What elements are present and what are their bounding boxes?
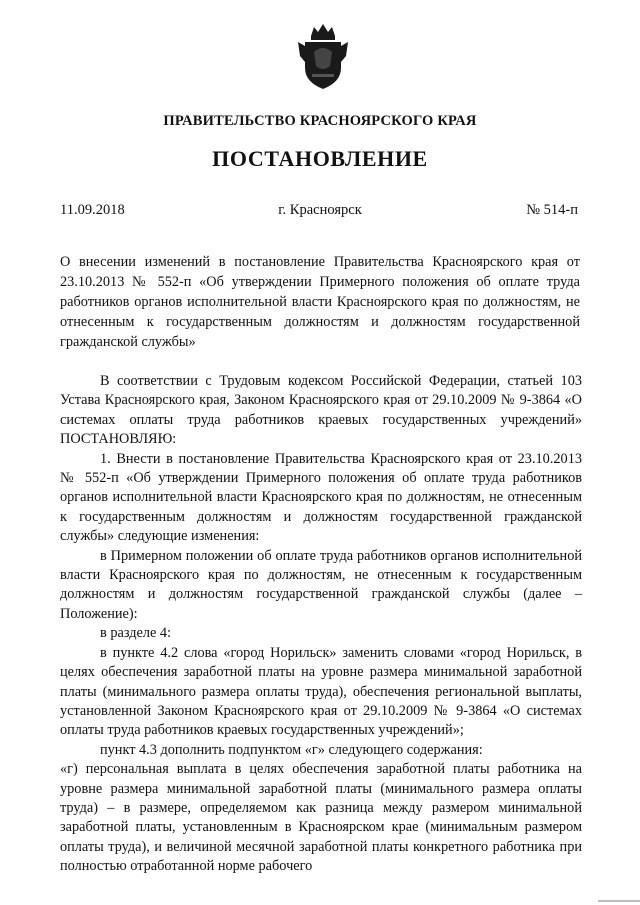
- document-subject: О внесении изменений в постановление Правительства Красноярского края от 23.10.2013 № 552-п «Об утверждении Примерного положения об оплате труда работников органов исполнительной власти Красноярского края по должностям, не отнесенным к государственным должностям и должностям государственной гражданской службы»: [60, 254, 580, 350]
- government-name: ПРАВИТЕЛЬСТВО КРАСНОЯРСКОГО КРАЯ: [163, 113, 477, 129]
- paragraph-point-4-2: в пункте 4.2 слова «город Норильск» заменить словами «город Норильск, в целях обеспечения заработной платы на уровне размера минимальной заработной платы (минимального размера оплаты труда), обеспечения региональной выплаты, установленной Законом Красноярского края от 29.10.2009 № 9-3864 «О системах оплаты труда работников краевых государственных учреждений»;: [60, 644, 582, 739]
- paragraph-subpoint-g: «г) персональная выплата в целях обеспечения заработной платы работника на уровне размера минимальной заработной платы (минимального размера оплаты труда) – в размере, определяемом как разница между размером минимальной заработной платы, установленным в Красноярском крае (минимальным размером оплаты труда), и величиной месячной заработной платы конкретного работника при полностью отработанной норме рабочего: [60, 761, 582, 875]
- document-date: 11.09.2018: [60, 202, 125, 218]
- document-body: [60, 372, 582, 877]
- coat-of-arms-icon: [298, 22, 348, 92]
- paragraph-preamble: В соответствии с Трудовым кодексом Российской Федерации, статьей 103 Устава Красноярского края, Законом Красноярского края от 29.10.2009 № 9-3864 «О системах оплаты труда работников краевых государственных учреждений» ПОСТАНОВЛЯЮ:: [60, 373, 582, 448]
- paragraph-item-1: 1. Внести в постановление Правительства Красноярского края от 23.10.2013 № 552-п «Об утверждении Примерного положения об оплате труда работников органов исполнительной власти Красноярского края по должностям, не отнесенным к государственным должностям и должностям государственной гражданской службы» следующие изменения:: [60, 450, 582, 545]
- page-edge-mark: [598, 900, 640, 902]
- paragraph-point-4-3: пункт 4.3 дополнить подпунктом «г» следующего содержания:: [100, 741, 483, 758]
- document-type-title: ПОСТАНОВЛЕНИЕ: [212, 146, 428, 171]
- document-city: г. Красноярск: [278, 202, 362, 218]
- paragraph-section-4: в разделе 4:: [100, 625, 172, 642]
- document-number: № 514-п: [526, 202, 578, 218]
- paragraph-regulation: в Примерном положении об оплате труда работников органов исполнительной власти Красноярского края по должностям, не отнесенным к государственным должностям и должностям государственной гражданской службы (далее – Положение):: [60, 547, 582, 622]
